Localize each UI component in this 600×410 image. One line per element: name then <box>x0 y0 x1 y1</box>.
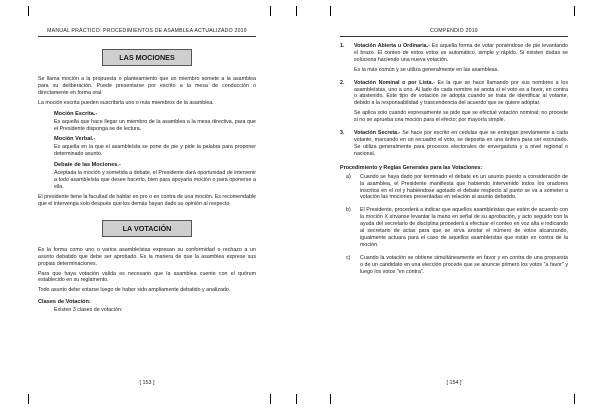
item-text: Es la que se hace llamando por sus nombres a los asambleístas, uno a uno. Al lado de cada nombre se anota si el voto es a favor, en contra o abstenido. Este tipo de votación se adopta cuando se trata de identificar al votante, debido a la responsabilidad y trascendencia del acuerdo que se quiere adoptar. <box>354 79 568 107</box>
paragraph: Aceptada la moción y sometida a debate, el Presidente dará oportunidad de intervenir a todo asambleísta que desee hacerlo, bien para apoyarla moción o para oponerse a ella. <box>54 170 256 191</box>
crop-mark <box>574 394 575 404</box>
item-title: Votación Nominal o por Lista.- <box>354 79 435 86</box>
section-title-votacion: LA VOTACIÓN <box>102 220 192 237</box>
crop-mark <box>330 6 331 16</box>
rule-text: El Presidente, procederá a indicar que aquellos asambleístas que estén de acuerdo con la moción X sírvanse levantar la mano en señal de su aprobación, y acto seguido con la ayuda del secretario de disciplina procederá a efectuar el conteo en voz alta e indicando al secretario de actas para que se sirva anotar el número de votos alcanzando, igualmente actuara para el caso de aquellos asambleístas que están en contra de la moción. <box>360 207 568 248</box>
item-number: 1. <box>340 43 345 49</box>
item-title: Votación Abierta u Ordinaria.- <box>354 43 430 49</box>
subheading: Debate de las Mociones.- <box>54 162 121 169</box>
subheading: Procedimiento y Reglas Generales para las Votaciones: <box>340 164 483 171</box>
paragraph: Es aquella en la que el asambleísta se pone de pie y pide la palabra para proponer determinado asunto. <box>54 144 256 158</box>
crop-mark <box>296 394 297 404</box>
crop-mark <box>330 394 331 404</box>
paragraph: Se llama moción a la propuesta o planteamiento que un miembro somete a la asamblea para su deliberación. Puede presentarse por escrito a la mesa de conducción o directamente en forma oral. <box>38 76 256 96</box>
page-right <box>340 22 568 394</box>
section-title-mociones: LAS MOCIONES <box>102 49 192 66</box>
paragraph: Todo asunto debe votarse luego de haber sido ampliamente debatido y analizado. <box>38 287 231 294</box>
crop-mark <box>574 6 575 16</box>
crop-mark <box>28 394 29 404</box>
subheading: Moción Verbal.- <box>54 136 96 143</box>
paragraph: Existen 3 clases de votación: <box>54 307 123 314</box>
crop-mark <box>296 6 297 16</box>
subheading: Clases de Votación: <box>38 299 91 306</box>
rule-item <box>340 174 568 205</box>
paragraph: Es aquella que hace llegar un miembro de la asamblea a la mesa directiva, para que el Presidente disponga se de lectura. <box>54 118 256 132</box>
rule-item <box>340 207 568 251</box>
item-text: Se hace por escrito en cedulas que se entregan previamente a cada votante, marcando en un recuadro el voto, se deposita en una ánfora para ser escrutado. Se utiliza generalmente para procesos electorales de envergadura y a nivel regional o nacional. <box>354 130 568 157</box>
item-number: 3. <box>340 130 345 137</box>
item-extra: Es la más común y se utiliza generalmente en las asambleas. <box>354 66 499 73</box>
rule-letter: b) <box>346 207 351 214</box>
page-number: [ 153 ] <box>139 380 155 386</box>
list-item <box>340 80 568 127</box>
list-item <box>340 43 568 77</box>
crop-mark <box>28 6 29 16</box>
page-number: [ 154 ] <box>446 380 462 386</box>
rule-text: Cuando se haya dado por terminado el debate en un asunto puesto a consideración de la asamblea, el Presidente manifiesta que habiendo intervenido todos los oradores inscritos en el rol y habiéndose agotado el debate respecto al punto se va a someter a votación las mociones presentadas en relación al asunto debatido. <box>360 173 568 201</box>
item-title: Votación Secreta.- <box>354 130 401 137</box>
rule-letter: c) <box>346 254 351 261</box>
page-left <box>38 22 256 394</box>
rule-item <box>340 255 568 279</box>
paragraph: La moción escrita pueden suscribirla uno o más miembros de la asamblea. <box>38 99 214 106</box>
paragraph: El presidente tiene la facultad de hablar en pro o en contra de una moción. Es recomendable que el intervenga solo después que los demás hayan dado su opinión al respecto. <box>38 193 256 207</box>
paragraph: Para que haya votación valida es necesario que la asamblea cuente con el quórum establecido en su reglamento. <box>38 270 256 284</box>
rule-text: Cuando la votación se obtiene simultáneamente en favor y en contra de una propuesta o de un candidato en una elección procede que se anuncie primero los votos "a favor" y luego los votos "en contra". <box>360 254 568 275</box>
subheading: Moción Escrita.- <box>54 110 98 117</box>
paragraph: Es la forma como uno o varios asambleístas expresan su conformidad o rechazo a un asunto debatido que debe ser aprobado. Es la manera de que la asamblea exprese sus propias determinaciones. <box>38 246 256 267</box>
item-number: 2. <box>340 79 345 86</box>
list-item <box>340 130 568 161</box>
item-text: Es aquella forma de votar poniéndose de pie levantando el brazo. El conteo de estos votos es automático, simple y rápido. Si existen dudas se soluciona haciendo una nueva votación. <box>354 43 568 63</box>
crop-mark <box>270 394 271 404</box>
rule-letter: a) <box>346 173 351 180</box>
running-header: COMPENDIO 2019 <box>340 28 568 37</box>
crop-mark <box>270 6 271 16</box>
item-extra: Se aplica solo cuando expresamente se pide que se efectué votación nominal; no procede si no se aprueba una moción para el efecto; por mayoría simple. <box>354 110 568 124</box>
running-header: MANUAL PRÁCTICO: PROCEDIMIENTOS DE ASAMBLEA ACTUALIZADO 2019 <box>38 28 256 37</box>
